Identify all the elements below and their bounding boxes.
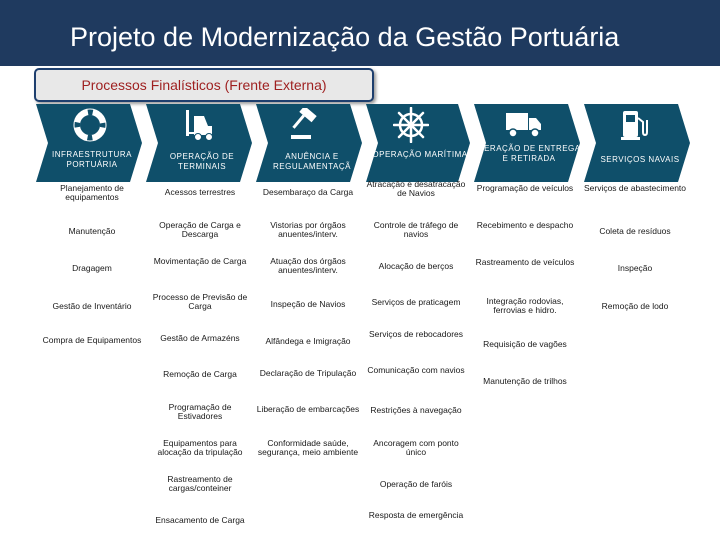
list-item: Processo de Previsão de Carga <box>152 292 248 312</box>
list-item: Manutenção <box>68 226 116 236</box>
list-item: Serviços de abastecimento <box>583 183 687 193</box>
list-item: Inspeção <box>617 263 653 273</box>
list-item: Operação de faróis <box>379 479 453 489</box>
forklift-icon <box>180 108 220 142</box>
list-item: Restrições à navegação <box>370 405 462 415</box>
list-item: Serviços de rebocadores <box>368 329 464 339</box>
list-item: Planejamento de equipamentos <box>60 183 124 203</box>
list-item: Vistorias por órgãos anuentes/interv. <box>270 220 346 240</box>
list-item: Desembaraço da Carga <box>262 187 354 197</box>
list-item: Requisição de vagões <box>483 339 567 349</box>
list-item: Ensacamento de Carga <box>155 515 245 525</box>
ship-wheel-icon <box>391 108 431 142</box>
list-item: Controle de tráfego de navios <box>373 220 459 240</box>
list-item: Recebimento e despacho <box>476 220 574 230</box>
list-item: Atuação dos órgãos anuentes/interv. <box>270 256 346 276</box>
list-item: Alocação de berços <box>378 261 454 271</box>
fuel-pump-icon <box>614 108 654 142</box>
list-item: Gestão de Armazéns <box>160 333 240 343</box>
list-item: Conformidade saúde, segurança, meio ambiente <box>257 438 359 458</box>
list-item: Remoção de Carga <box>163 369 237 379</box>
title-bar <box>0 0 720 66</box>
list-item: Manutenção de trilhos <box>483 376 567 386</box>
list-item: Integração rodovias, ferrovias e hidro. <box>486 296 564 316</box>
list-item: Compra de Equipamentos <box>42 335 142 345</box>
section-banner-label: Processos Finalísticos (Frente Externa) <box>81 77 327 93</box>
list-item: Operação de Carga e Descarga <box>159 220 241 240</box>
list-item: Alfândega e Imigração <box>265 336 351 346</box>
gavel-icon <box>284 108 324 142</box>
list-item: Equipamentos para alocação da tripulação <box>157 438 243 458</box>
list-item: Liberação de embarcações <box>256 404 360 414</box>
column-header-servicos-navais: SERVIÇOS NAVAIS <box>600 155 680 164</box>
list-item: Rastreamento de veículos <box>475 257 575 267</box>
column-header-terminais: OPERAÇÃO DE TERMINAIS <box>169 152 235 171</box>
list-item: Gestão de Inventário <box>52 301 132 311</box>
lifebuoy-icon <box>70 108 110 142</box>
section-banner <box>34 68 374 102</box>
truck-icon <box>504 108 544 142</box>
column-header-entrega-retirada: OERAÇÃO DE ENTREGA E RETIRADA <box>477 144 581 163</box>
list-item: Programação de Estivadores <box>168 402 232 422</box>
list-item: Remoção de lodo <box>601 301 669 311</box>
list-item: Atracação e desatracação de Navios <box>366 179 466 199</box>
list-item: Comunicação com navios <box>367 365 465 375</box>
column-header-operacao-maritima: OPERAÇÃO MARÍTIMA <box>372 150 468 159</box>
list-item: Dragagem <box>72 263 112 273</box>
list-item: Serviços de praticagem <box>371 297 461 307</box>
list-item: Acessos terrestres <box>164 187 236 197</box>
list-item: Ancoragem com ponto único <box>373 438 459 458</box>
list-item: Resposta de emergência <box>368 510 464 520</box>
column-header-anuencia: ANUÊNCIA E REGULAMENTAÇÃ <box>273 152 351 171</box>
list-item: Coleta de resíduos <box>599 226 671 236</box>
list-item: Declaração de Tripulação <box>259 368 357 378</box>
list-item: Programação de veículos <box>476 183 574 193</box>
page-title: Projeto de Modernização da Gestão Portuária <box>70 22 620 52</box>
list-item: Inspeção de Navios <box>270 299 346 309</box>
list-item: Movimentação de Carga <box>153 256 247 266</box>
column-header-infraestrutura: INFRAESTRUTURA PORTUÁRIA <box>52 150 132 169</box>
list-item: Rastreamento de cargas/conteiner <box>167 474 233 494</box>
